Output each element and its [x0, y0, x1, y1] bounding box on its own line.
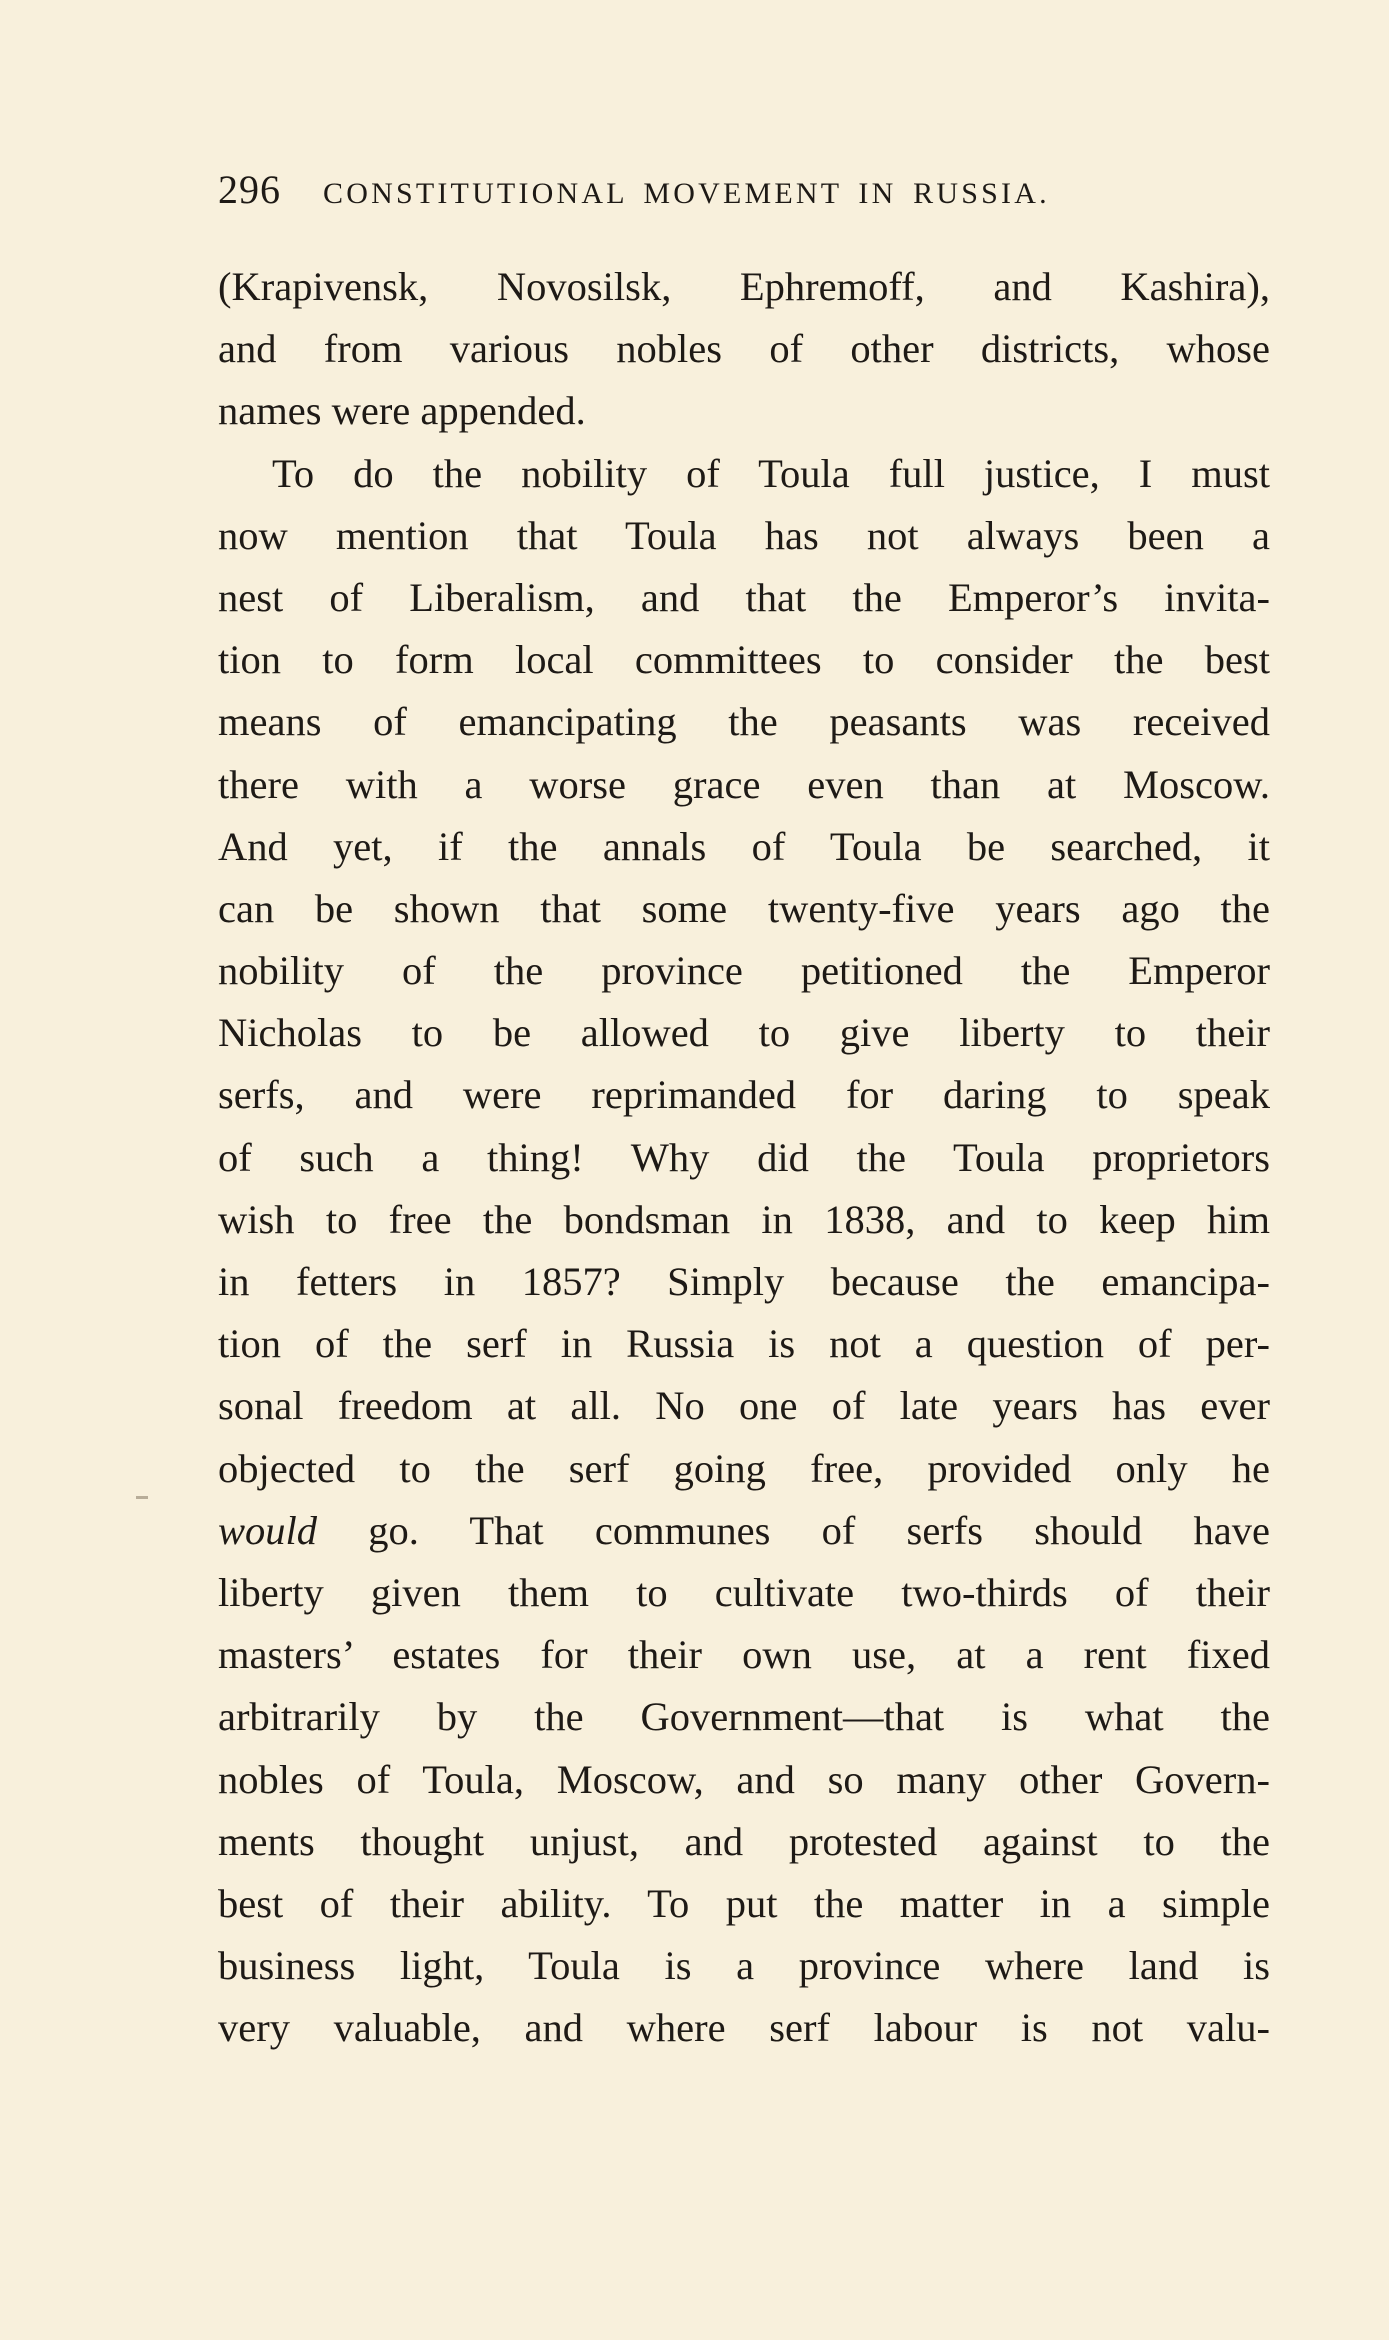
text-line: there with a worse grace even than at Moscow. [218, 761, 1270, 807]
text-line: wish to free the bondsman in 1838, and to keep him [218, 1196, 1270, 1242]
text-line: ments thought unjust, and protested against to the [218, 1818, 1270, 1864]
text-line: very valuable, and where serf labour is not valu- [218, 2005, 1270, 2051]
text-line: liberty given them to cultivate two-thirds of their [218, 1569, 1270, 1615]
text-line: And yet, if the annals of Toula be searched, it [218, 823, 1270, 869]
text-line: of such a thing! Why did the Toula proprietors [218, 1134, 1270, 1180]
text-line: tion of the serf in Russia is not a question of per- [218, 1321, 1270, 1367]
text-line: arbitrarily by the Government—that is what the [218, 1694, 1270, 1740]
text-line: tion to form local committees to consider the best [218, 637, 1270, 683]
page-number: 296 [218, 167, 281, 212]
line-remainder: go. That communes of serfs should have [368, 1507, 1270, 1553]
text-line: and from various nobles of other districts, whose [218, 326, 1270, 372]
text-line: business light, Toula is a province where land is [218, 1943, 1270, 1989]
text-line: (Krapivensk, Novosilsk, Ephremoff, and Kashira), [218, 264, 1270, 309]
margin-mark [136, 1496, 148, 1499]
text-line: nobles of Toula, Moscow, and so many other Govern- [218, 1756, 1270, 1802]
text-line: now mention that Toula has not always been a [218, 512, 1270, 558]
text-line: names were appended. [218, 388, 586, 434]
text-line: can be shown that some twenty-five years ago the [218, 885, 1270, 931]
text-line: masters’ estates for their own use, at a rent fixed [218, 1632, 1270, 1678]
text-line-with-italic [218, 1500, 1270, 1562]
text-line: objected to the serf going free, provided only he [218, 1445, 1270, 1491]
text-line: nobility of the province petitioned the Emperor [218, 948, 1270, 994]
text-line: serfs, and were reprimanded for daring to speak [218, 1072, 1270, 1118]
running-head [218, 166, 1138, 216]
italic-word: would [218, 1507, 318, 1553]
body-text [218, 256, 1270, 2059]
text-line: best of their ability. To put the matter in a simple [218, 1880, 1270, 1926]
text-line: nest of Liberalism, and that the Emperor’s invita- [218, 574, 1270, 620]
text-line: sonal freedom at all. No one of late years has ever [218, 1383, 1270, 1429]
text-line: means of emancipating the peasants was received [218, 699, 1270, 745]
running-title: CONSTITUTIONAL MOVEMENT IN RUSSIA. [323, 177, 1050, 210]
text-line: in fetters in 1857? Simply because the emancipa- [218, 1259, 1270, 1304]
text-line: To do the nobility of Toula full justice, I must [272, 450, 1270, 496]
text-line: Nicholas to be allowed to give liberty to their [218, 1010, 1270, 1056]
